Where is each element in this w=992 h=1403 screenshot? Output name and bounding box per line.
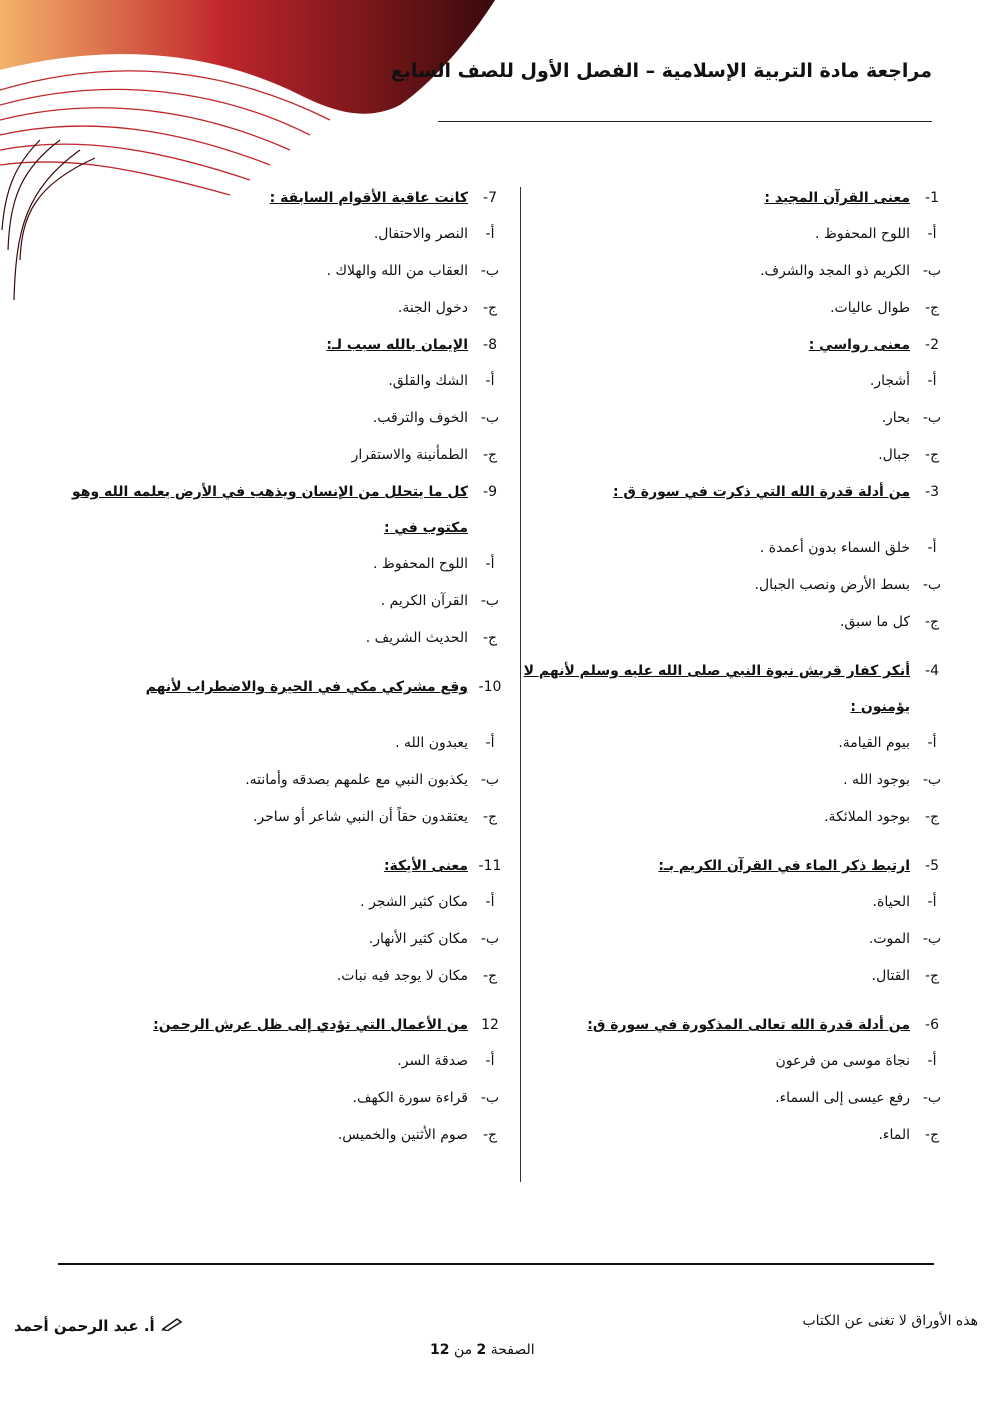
option-letter: ج- [924, 1127, 940, 1143]
spacer [57, 705, 512, 725]
option-text: دخول الجنة. [397, 300, 468, 316]
option-letter: أ- [485, 556, 495, 572]
option-letter: ج- [482, 300, 498, 316]
option-letter: ب- [480, 772, 500, 788]
option [57, 290, 512, 327]
option-letter: ب- [480, 410, 500, 426]
question-number: 8- [483, 337, 497, 353]
option [57, 253, 512, 290]
option-letter: أ- [927, 373, 937, 389]
option-text: مكان كثير الأنهار. [368, 931, 468, 947]
option-letter: ب- [922, 577, 942, 593]
option [514, 725, 954, 762]
option-letter: ج- [482, 968, 498, 984]
option-letter: ب- [922, 772, 942, 788]
page-number [430, 1342, 535, 1358]
author-name: أ. عبد الرحمن أحمد [14, 1317, 155, 1335]
option-text: الحديث الشريف . [365, 630, 468, 646]
option [514, 437, 954, 474]
option-text: الشك والقلق. [388, 373, 468, 389]
option [57, 583, 512, 620]
page-title: مراجعة مادة التربية الإسلامية – الفصل الأول للصف السابع [390, 60, 932, 82]
option [514, 216, 954, 253]
option-letter: أ- [927, 540, 937, 556]
option-letter: ج- [924, 300, 940, 316]
option-letter: أ- [485, 1053, 495, 1069]
option [514, 921, 954, 958]
option-text: بوجود الملائكة. [824, 809, 910, 825]
option-letter: أ- [485, 735, 495, 751]
footer-divider [58, 1263, 934, 1265]
option-letter: ج- [482, 630, 498, 646]
spacer [57, 657, 512, 669]
question [514, 653, 954, 725]
option-text: الماء. [878, 1127, 910, 1143]
option-text: النصر والاحتفال. [373, 226, 468, 242]
option-letter: ب- [922, 1090, 942, 1106]
option-text: يعتقدون حقاً أن النبي شاعر أو ساحر. [252, 809, 468, 825]
question-text: وقع مشركي مكي في الحيرة والاضطراب لأنهم [145, 679, 468, 695]
option-text: اللوح المحفوظ . [373, 556, 468, 572]
option-letter: أ- [927, 894, 937, 910]
page-total: 12 [430, 1342, 450, 1358]
option-text: طوال عاليات. [830, 300, 910, 316]
option-letter: ب- [480, 1090, 500, 1106]
spacer [514, 510, 954, 530]
question-text: معنى رواسي : [808, 337, 910, 353]
option [514, 1117, 954, 1154]
option-text: بحار. [881, 410, 910, 426]
question [57, 180, 512, 216]
option-text: يعبدون الله . [395, 735, 468, 751]
option-letter: أ- [927, 1053, 937, 1069]
option-letter: أ- [485, 373, 495, 389]
option [514, 604, 954, 641]
option-text: صدقة السر. [397, 1053, 468, 1069]
option [514, 958, 954, 995]
option-text: كل ما سبق. [839, 614, 910, 630]
spacer [57, 836, 512, 848]
question-number: 4- [925, 663, 939, 679]
option [514, 884, 954, 921]
question-number: 12 [481, 1017, 499, 1033]
option-letter: ب- [480, 593, 500, 609]
question [514, 474, 954, 510]
question-number: 11- [478, 858, 502, 874]
option [57, 1080, 512, 1117]
spacer [514, 995, 954, 1007]
option-text: بوجود الله . [843, 772, 910, 788]
right-column [514, 180, 954, 1185]
option-letter: ب- [480, 263, 500, 279]
question-number: 5- [925, 858, 939, 874]
question [57, 1007, 512, 1043]
option-letter: أ- [927, 735, 937, 751]
option [57, 725, 512, 762]
option [57, 799, 512, 836]
option-letter: ج- [924, 968, 940, 984]
option-text: صوم الأثنين والخميس. [337, 1127, 468, 1143]
question-text: من أدلة قدرة الله التي ذكرت في سورة ق : [612, 484, 910, 500]
option [514, 400, 954, 437]
spacer [514, 641, 954, 653]
option-letter: أ- [485, 894, 495, 910]
option [57, 437, 512, 474]
left-column [57, 180, 512, 1185]
option [514, 530, 954, 567]
option [57, 363, 512, 400]
option-text: القرآن الكريم . [380, 593, 468, 609]
question-number: 6- [925, 1017, 939, 1033]
option [57, 546, 512, 583]
option [514, 1043, 954, 1080]
footer-note: هذه الأوراق لا تغنى عن الكتاب [802, 1313, 978, 1329]
option-text: اللوح المحفوظ . [815, 226, 910, 242]
option-text: الكريم ذو المجد والشرف. [760, 263, 910, 279]
option-text: الموت. [868, 931, 910, 947]
question-text: معنى الأيكة: [383, 858, 468, 874]
option-text: الطمأنينة والاستقرار [351, 447, 468, 463]
option [57, 762, 512, 799]
option-text: بسط الأرض ونصب الجبال. [754, 577, 910, 593]
question-number: 2- [925, 337, 939, 353]
question-text: الإيمان بالله سبب لـ: [326, 337, 468, 353]
question [514, 327, 954, 363]
page-of: من [453, 1342, 473, 1358]
question [514, 848, 954, 884]
option-text: العقاب من الله والهلاك . [326, 263, 468, 279]
option-text: رفع عيسى إلى السماء. [775, 1090, 910, 1106]
option [57, 400, 512, 437]
question-number: 9- [483, 484, 497, 500]
option-text: مكان لا يوجد فيه نبات. [336, 968, 468, 984]
option-letter: ج- [924, 447, 940, 463]
option-text: أشجار. [869, 373, 910, 389]
footer-author [14, 1317, 183, 1335]
option [514, 567, 954, 604]
option-letter: ب- [922, 931, 942, 947]
title-underline [438, 121, 932, 122]
option [514, 799, 954, 836]
option [57, 884, 512, 921]
option-letter: أ- [927, 226, 937, 242]
option [57, 216, 512, 253]
question [57, 327, 512, 363]
question [57, 474, 512, 546]
spacer [57, 995, 512, 1007]
option-text: القتال. [871, 968, 910, 984]
question [514, 1007, 954, 1043]
question-text: أنكر كفار قريش نبوة النبي صلى الله عليه وسلم لأنهم لا يؤمنون : [523, 663, 910, 715]
option [57, 958, 512, 995]
option-text: يكذبون النبي مع علمهم بصدقه وأمانته. [245, 772, 468, 788]
option [514, 762, 954, 799]
option-text: خلق السماء بدون أعمدة . [759, 540, 910, 556]
option-text: نجاة موسى من فرعون [775, 1053, 910, 1069]
pen-icon [161, 1317, 183, 1335]
option-text: قراءة سورة الكهف. [352, 1090, 468, 1106]
question-text: كانت عاقبة الأقوام السابقة : [269, 190, 468, 206]
option-letter: ج- [482, 447, 498, 463]
question-text: من الأعمال التي تؤدي إلى ظل عرش الرحمن: [153, 1017, 468, 1033]
option-letter: ج- [924, 614, 940, 630]
option-text: الحياة. [872, 894, 910, 910]
option [514, 253, 954, 290]
option [57, 620, 512, 657]
option-text: مكان كثير الشجر . [360, 894, 468, 910]
question-number: 7- [483, 190, 497, 206]
question-text: معنى القرآن المجيد : [764, 190, 910, 206]
option-text: بيوم القيامة. [838, 735, 910, 751]
option-letter: ب- [480, 931, 500, 947]
option [57, 1117, 512, 1154]
option-letter: ب- [922, 263, 942, 279]
question [514, 180, 954, 216]
option-letter: أ- [485, 226, 495, 242]
option [57, 921, 512, 958]
page-prefix: الصفحة [490, 1342, 535, 1358]
question-text: ارتبط ذكر الماء في القرآن الكريم بـ: [658, 858, 910, 874]
option-letter: ج- [482, 1127, 498, 1143]
question-number: 1- [925, 190, 939, 206]
option-text: جبال. [878, 447, 910, 463]
option [57, 1043, 512, 1080]
option [514, 1080, 954, 1117]
question-number: 3- [925, 484, 939, 500]
question-number: 10- [478, 679, 502, 695]
option-text: الخوف والترقب. [372, 410, 468, 426]
spacer [514, 836, 954, 848]
option-letter: ب- [922, 410, 942, 426]
question [57, 848, 512, 884]
option [514, 363, 954, 400]
option-letter: ج- [482, 809, 498, 825]
page-current: 2 [476, 1342, 487, 1358]
option-letter: ج- [924, 809, 940, 825]
question-text: من أدلة قدرة الله تعالى المذكورة في سورة ق: [587, 1017, 910, 1033]
option [514, 290, 954, 327]
question-text: كل ما يتحلل من الإنسان ويذهب في الأرض يعلمه الله وهو مكتوب في : [72, 484, 468, 536]
question [57, 669, 512, 705]
